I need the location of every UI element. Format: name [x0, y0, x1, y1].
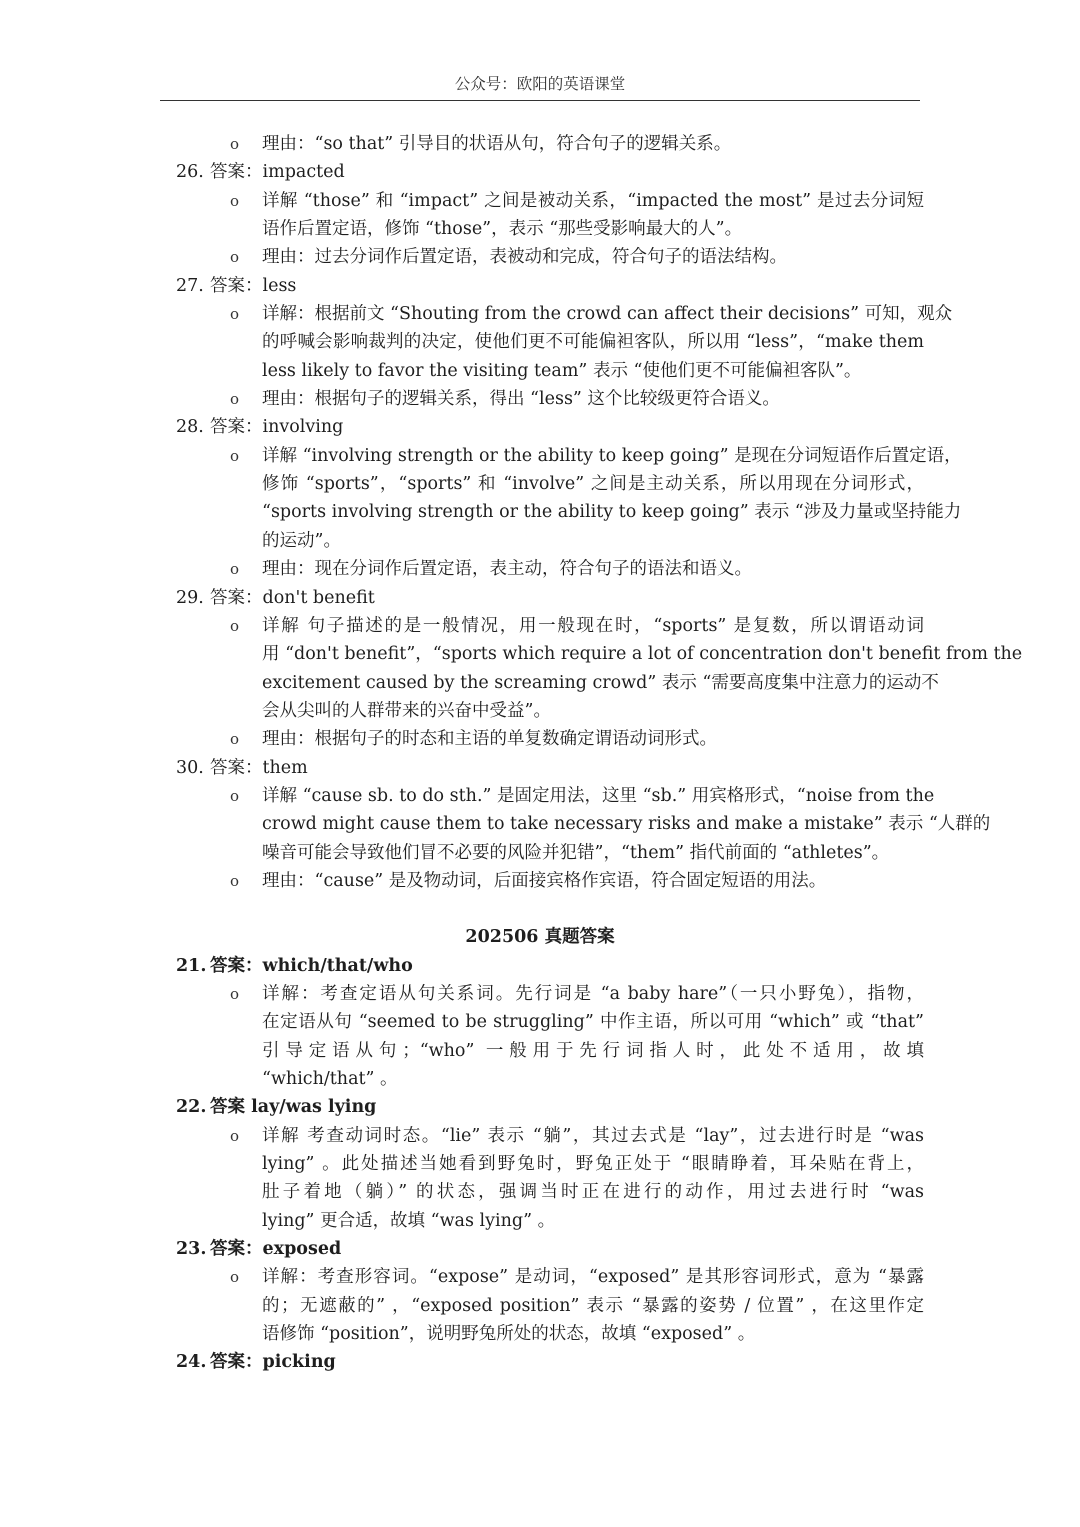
explanation-text: 会从尖叫的人群带来的兴奋中受益”。 [262, 700, 551, 721]
explanation-text: 详解：根据前文 “Shouting from the crowd can affect their decisions” 可知，观众 [262, 304, 953, 325]
explanation-line [0, 357, 1080, 385]
explanation-line [0, 555, 1080, 583]
bullet-icon: o [230, 305, 240, 324]
explanation-line [0, 1292, 1080, 1320]
answer-label: 答案： [210, 587, 263, 608]
explanation-text: 修饰 “sports”，“sports” 和 “involve” 之间是主动关系，所以用现在分词形式， [262, 474, 924, 495]
bullet-icon: o [230, 1126, 240, 1145]
answer-value: involving [262, 417, 344, 438]
explanation-line [0, 640, 1080, 668]
explanation-text: 的运动”。 [262, 530, 341, 551]
explanation-line [0, 243, 1080, 271]
answer-item-22 [0, 1093, 1080, 1121]
explanation-line [0, 498, 1080, 526]
explanation-line [0, 130, 1080, 158]
bullet-icon: o [230, 248, 240, 267]
explanation-text: 肚子着地（躺）” 的状态，强调当时正在进行的动作，用过去进行时 “was [262, 1182, 924, 1203]
answer-value: lay/was lying [251, 1097, 377, 1118]
answer-label: 答案： [210, 275, 263, 296]
explanation-line [0, 782, 1080, 810]
answer-label: 答案 [210, 1097, 252, 1118]
answer-value: exposed [262, 1239, 342, 1260]
item-number: 27. [176, 275, 204, 296]
explanation-text: 详解 “involving strength or the ability to keep going” 是现在分词短语作后置定语， [262, 445, 962, 466]
header-title: 公众号：欧阳的英语课堂 [454, 75, 626, 93]
explanation-text: 理由：根据句子的逻辑关系，得出 “less” 这个比较级更符合语义。 [262, 389, 780, 410]
explanation-text: 理由：过去分词作后置定语，表被动和完成，符合句子的语法结构。 [262, 247, 787, 268]
answer-label: 答案： [210, 1352, 263, 1373]
explanation-text: 详解 “cause sb. to do sth.” 是固定用法，这里 “sb.” 用宾格形式，“noise from the [262, 785, 935, 806]
explanation-line [0, 1207, 1080, 1235]
explanation-text: lying” 。此处描述当她看到野兔时，野兔正处于 “眼睛睁着，耳朵贴在背上， [262, 1154, 924, 1175]
bullet-icon: o [230, 446, 240, 465]
answer-item-23 [0, 1235, 1080, 1263]
explanation-text: 在定语从句 “seemed to be struggling” 中作主语，所以可用 “which” 或 “that” [262, 1012, 924, 1033]
answer-value: which/that/who [262, 955, 413, 976]
explanation-text: 详解：考查定语从句关系词。先行词是 “a baby hare”（一只小野兔），指物， [262, 983, 924, 1004]
explanation-text: 理由：“so that” 引导目的状语从句，符合句子的逻辑关系。 [262, 134, 732, 154]
answer-value: picking [262, 1352, 336, 1373]
explanation-line [0, 527, 1080, 555]
answer-item-29 [0, 584, 1080, 612]
explanation-text: excitement caused by the screaming crowd” 表示 “需要高度集中注意力的运动不 [262, 672, 939, 693]
explanation-line [0, 442, 1080, 470]
explanation-line [0, 385, 1080, 413]
explanation-line [0, 725, 1080, 753]
answer-item-28 [0, 413, 1080, 441]
explanation-line [0, 839, 1080, 867]
explanation-text: “sports involving strength or the ability to keep going” 表示 “涉及力量或坚持能力 [262, 502, 962, 523]
explanation-text: 理由：“cause” 是及物动词，后面接宾格作宾语，符合固定短语的用法。 [262, 870, 827, 891]
answer-value: them [262, 757, 308, 778]
answer-value: impacted [262, 162, 345, 183]
explanation-text: 语作后置定语，修饰 “those”，表示 “那些受影响最大的人”。 [262, 219, 743, 240]
explanation-line [0, 1122, 1080, 1150]
explanation-line [0, 187, 1080, 215]
explanation-text: 详解 考查动词时态。“lie” 表示 “躺”，其过去式是 “lay”，过去进行时是 “was [262, 1125, 924, 1146]
explanation-line [0, 215, 1080, 243]
item-number: 30. [176, 757, 204, 778]
bullet-icon: o [230, 390, 240, 409]
answer-label: 答案： [210, 955, 263, 976]
explanation-text: 噪音可能会导致他们冒不必要的风险并犯错”，“them” 指代前面的 “athletes”。 [262, 842, 890, 863]
answer-item-30 [0, 754, 1080, 782]
bullet-icon: o [230, 616, 240, 635]
answer-item-24 [0, 1348, 1080, 1376]
bullet-icon: o [230, 730, 240, 749]
item-number: 26. [176, 162, 204, 183]
explanation-line [0, 980, 1080, 1008]
explanation-line [0, 300, 1080, 328]
explanation-line [0, 1037, 1080, 1065]
item-number: 24. [176, 1352, 207, 1373]
explanation-line [0, 1008, 1080, 1036]
bullet-icon: o [230, 1268, 240, 1287]
answer-label: 答案： [210, 1239, 263, 1260]
bullet-icon: o [230, 871, 240, 890]
explanation-line [0, 1320, 1080, 1348]
explanation-line [0, 810, 1080, 838]
explanation-text: 理由：根据句子的时态和主语的单复数确定谓语动词形式。 [262, 729, 717, 750]
explanation-text: 用 “don't benefit”，“sports which require a lot of concentration don't benefit from the [262, 644, 1023, 665]
explanation-text: lying” 更合适，故填 “was lying” 。 [262, 1210, 556, 1231]
item-number: 23. [176, 1239, 207, 1260]
answer-item-21 [0, 952, 1080, 980]
explanation-line [0, 1178, 1080, 1206]
bullet-icon: o [230, 786, 240, 805]
answer-value: don't benefit [262, 587, 375, 608]
bullet-icon: o [230, 191, 240, 210]
explanation-text: “which/that” 。 [262, 1069, 398, 1089]
explanation-text: 的；无遮蔽的” ，“exposed position” 表示 “暴露的姿势 / 位置” ，在这里作定 [262, 1295, 924, 1316]
explanation-line [0, 1263, 1080, 1291]
explanation-line [0, 1065, 1080, 1093]
answer-label: 答案： [210, 162, 263, 183]
bullet-icon: o [230, 135, 240, 153]
explanation-line [0, 669, 1080, 697]
explanation-line [0, 867, 1080, 895]
explanation-text: less likely to favor the visiting team” 表示 “使他们更不可能偏袒客队”。 [262, 360, 862, 381]
explanation-text: 详解 句子描述的是一般情况，用一般现在时，“sports” 是复数，所以谓语动词 [262, 615, 924, 636]
answer-item-26 [0, 158, 1080, 186]
explanation-text: 的呼喊会影响裁判的决定，使他们更不可能偏袒客队，所以用 “less”，“make them [262, 332, 924, 353]
explanation-text: 详解：考查形容词。“expose” 是动词，“exposed” 是其形容词形式，意为 “暴露 [262, 1267, 924, 1288]
answer-content [0, 130, 1080, 1377]
item-number: 29. [176, 587, 204, 608]
explanation-line [0, 612, 1080, 640]
explanation-text: 语修饰 “position”，说明野兔所处的状态，故填 “exposed” 。 [262, 1324, 756, 1345]
bullet-icon: o [230, 984, 240, 1003]
explanation-line [0, 328, 1080, 356]
explanation-text: 理由：现在分词作后置定语，表主动，符合句子的语法和语义。 [262, 559, 752, 580]
page-header [160, 72, 920, 101]
answer-item-27 [0, 272, 1080, 300]
section-heading: 202506 真题答案 [465, 927, 615, 948]
item-number: 21. [176, 955, 207, 976]
explanation-line [0, 697, 1080, 725]
item-number: 22. [176, 1097, 207, 1118]
item-number: 28. [176, 417, 204, 438]
explanation-line [0, 1150, 1080, 1178]
bullet-icon: o [230, 560, 240, 579]
explanation-text: 详解 “those” 和 “impact” 之间是被动关系，“impacted the most” 是过去分词短 [262, 190, 924, 211]
answer-value: less [262, 275, 297, 296]
explanation-text: crowd might cause them to take necessary risks and make a mistake” 表示 “人群的 [262, 814, 991, 835]
answer-label: 答案： [210, 757, 263, 778]
explanation-text: 引导定语从句；“who” 一般用于先行词指人时，此处不适用，故填 [262, 1040, 924, 1061]
explanation-line [0, 470, 1080, 498]
answer-label: 答案： [210, 417, 263, 438]
